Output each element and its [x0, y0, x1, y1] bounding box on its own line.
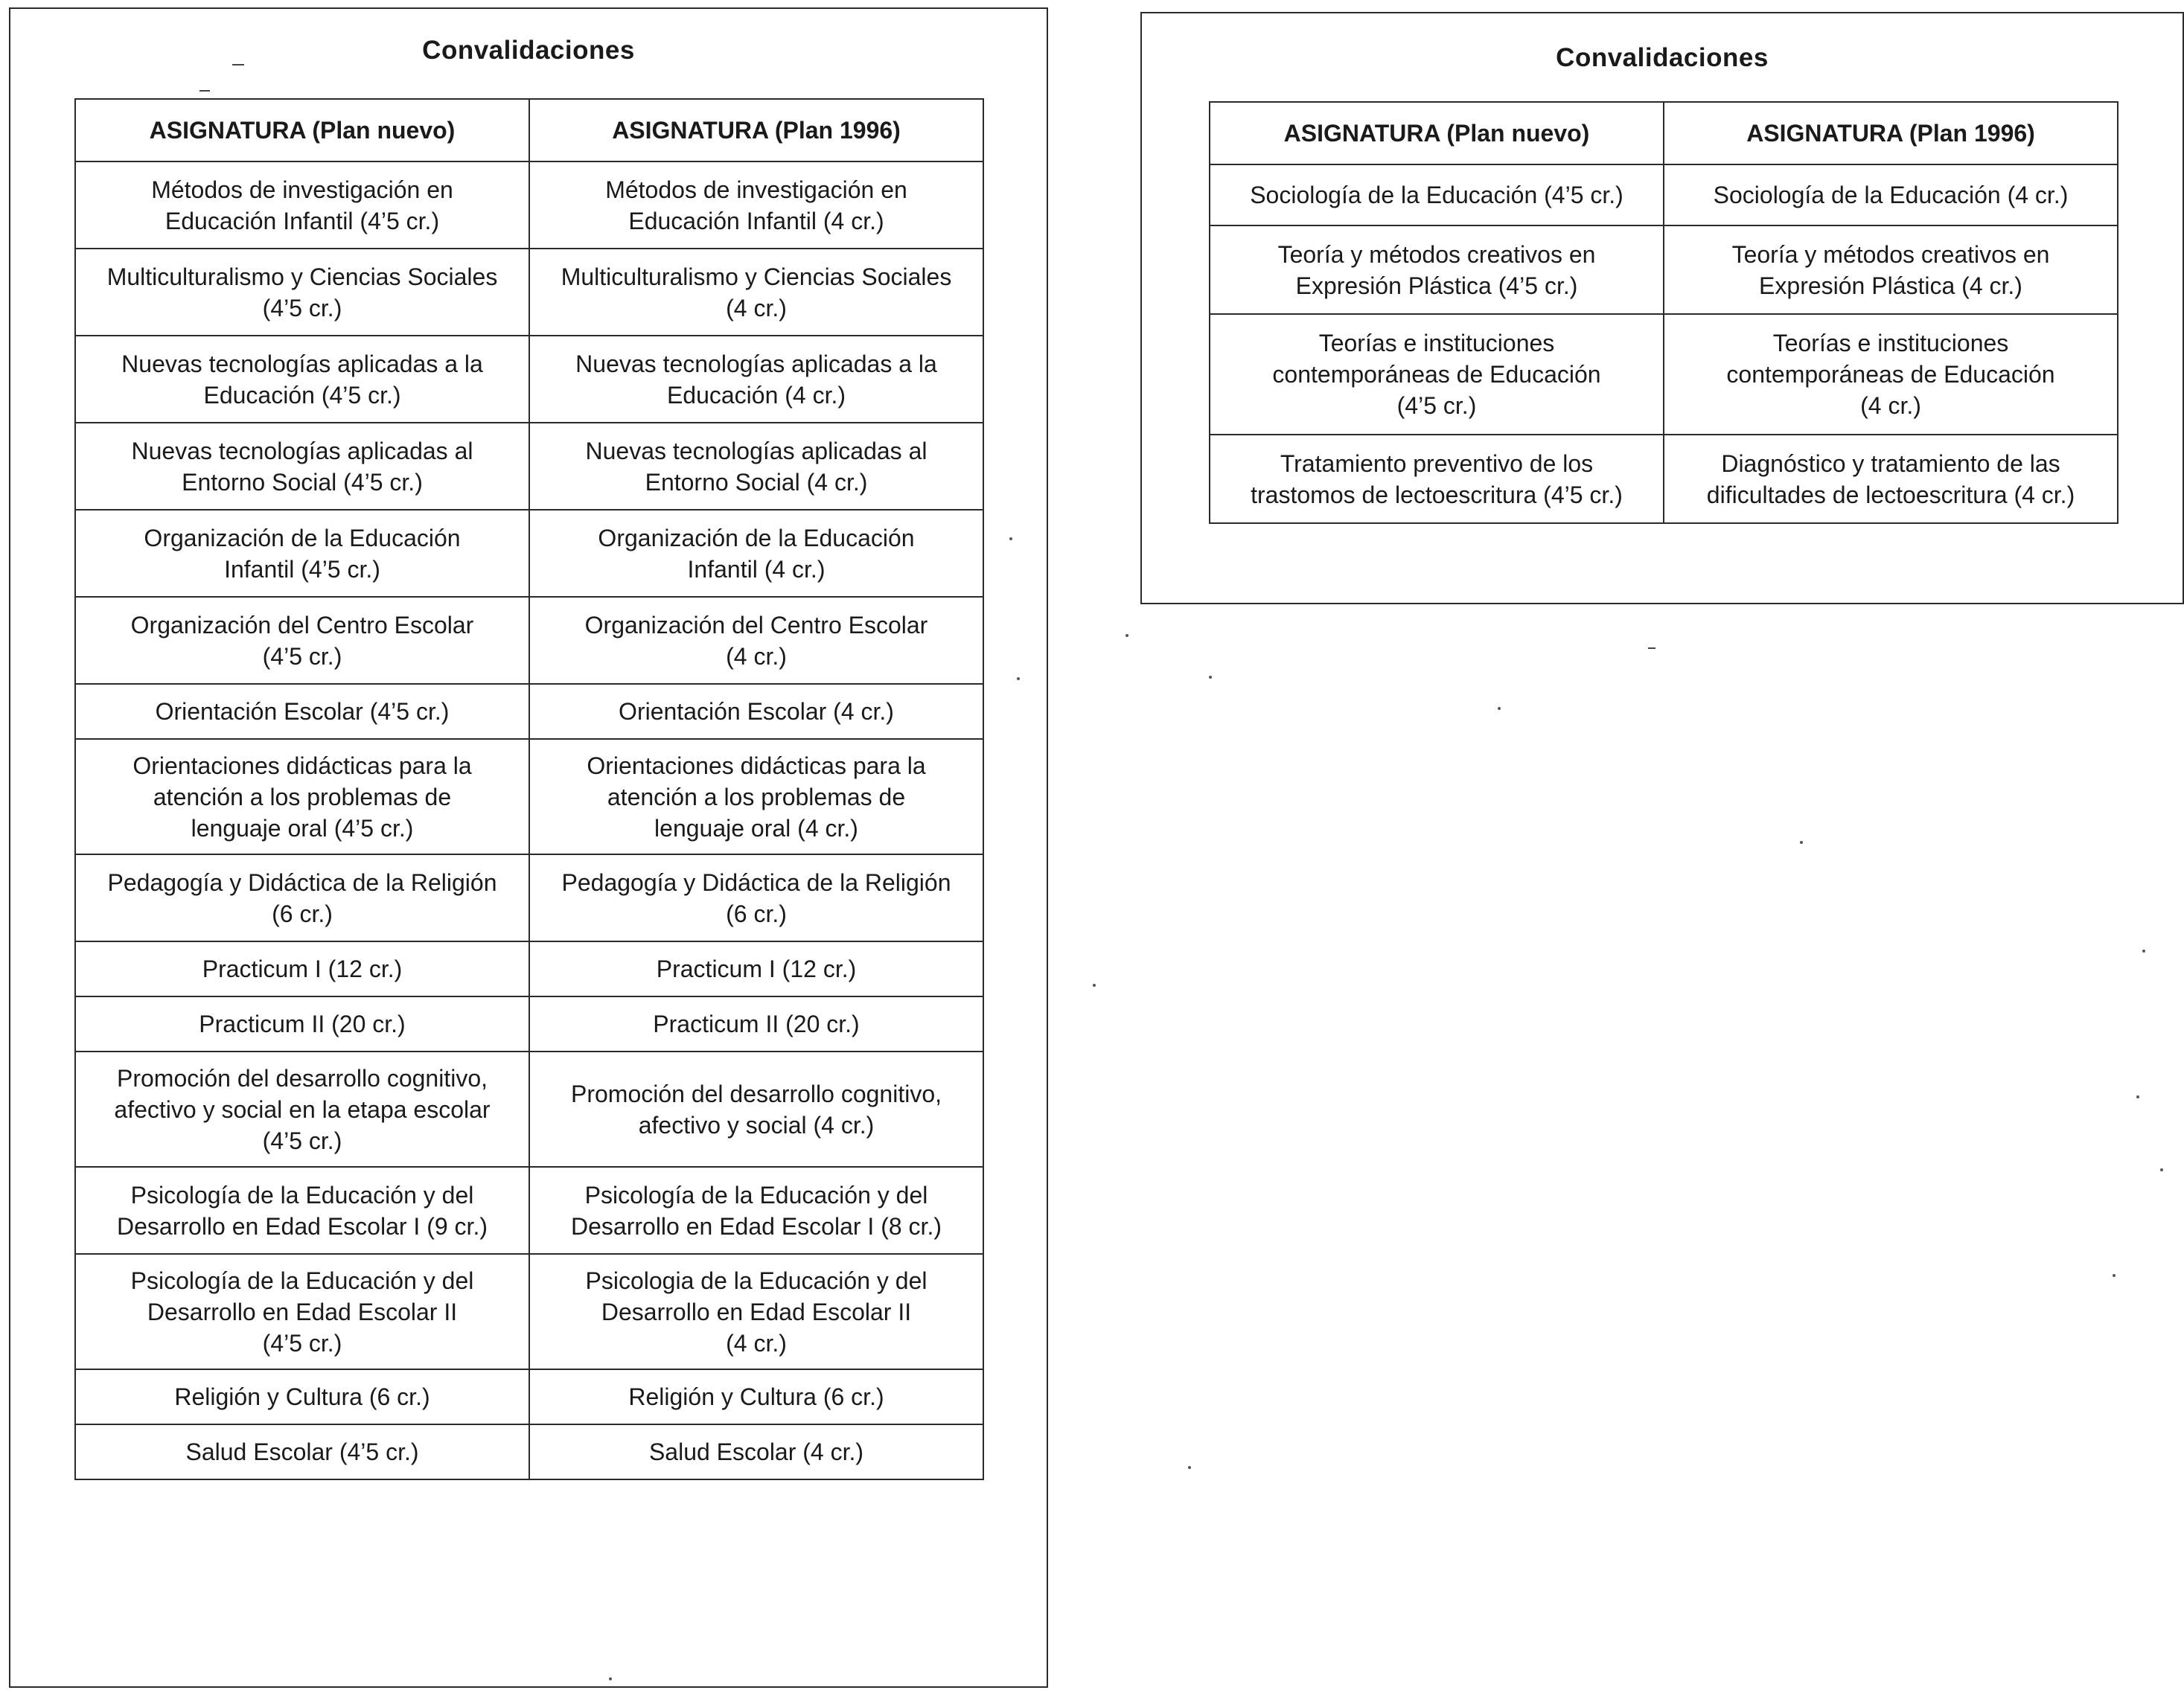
cell-plan-1996: Psicologia de la Educación y del Desarrollo en Edad Escolar II (4 cr.)	[529, 1254, 983, 1369]
cell-plan-1996: Sociología de la Educación (4 cr.)	[1664, 164, 2118, 225]
scan-noise	[1498, 707, 1501, 710]
cell-plan-nuevo: Psicología de la Educación y del Desarrollo en Edad Escolar I (9 cr.)	[75, 1167, 529, 1254]
cell-plan-nuevo: Nuevas tecnologías aplicadas al Entorno Social (4’5 cr.)	[75, 423, 529, 510]
table-row	[75, 597, 983, 684]
cell-plan-1996: Promoción del desarrollo cognitivo, afectivo y social (4 cr.)	[529, 1052, 983, 1167]
table-header-row	[1210, 102, 2118, 164]
table-row	[75, 854, 983, 941]
table-row	[75, 1167, 983, 1254]
cell-plan-nuevo: Salud Escolar (4’5 cr.)	[75, 1424, 529, 1479]
cell-plan-1996: Teoría y métodos creativos en Expresión Plástica (4 cr.)	[1664, 225, 2118, 314]
cell-plan-nuevo: Multiculturalismo y Ciencias Sociales (4’5 cr.)	[75, 249, 529, 336]
panel-title: Convalidaciones	[1556, 43, 1769, 72]
cell-plan-1996: Practicum I (12 cr.)	[529, 941, 983, 996]
panel-title: Convalidaciones	[422, 36, 635, 65]
table-row	[75, 1424, 983, 1479]
cell-plan-nuevo: Orientaciones didácticas para la atención a los problemas de lenguaje oral (4’5 cr.)	[75, 739, 529, 854]
cell-plan-nuevo: Practicum II (20 cr.)	[75, 996, 529, 1052]
cell-plan-1996: Salud Escolar (4 cr.)	[529, 1424, 983, 1479]
cell-plan-1996: Religión y Cultura (6 cr.)	[529, 1369, 983, 1424]
table-row	[75, 1052, 983, 1167]
scan-noise	[2142, 950, 2145, 953]
cell-plan-nuevo: Pedagogía y Didáctica de la Religión (6 cr.)	[75, 854, 529, 941]
table-row	[75, 684, 983, 739]
table-row	[1210, 164, 2118, 225]
table-row	[75, 1254, 983, 1369]
table-row	[75, 510, 983, 597]
cell-plan-nuevo: Psicología de la Educación y del Desarrollo en Edad Escolar II (4’5 cr.)	[75, 1254, 529, 1369]
scan-noise	[232, 64, 244, 65]
cell-plan-1996: Multiculturalismo y Ciencias Sociales (4 cr.)	[529, 249, 983, 336]
cell-plan-nuevo: Organización de la Educación Infantil (4’5 cr.)	[75, 510, 529, 597]
cell-plan-nuevo: Practicum I (12 cr.)	[75, 941, 529, 996]
header-plan-1996: ASIGNATURA (Plan 1996)	[529, 99, 983, 161]
scan-noise	[1188, 1466, 1191, 1469]
table-header-row	[75, 99, 983, 161]
cell-plan-1996: Nuevas tecnologías aplicadas al Entorno Social (4 cr.)	[529, 423, 983, 510]
cell-plan-nuevo: Nuevas tecnologías aplicadas a la Educación (4’5 cr.)	[75, 336, 529, 423]
scan-noise	[2136, 1095, 2139, 1098]
scan-noise	[1648, 647, 1655, 649]
cell-plan-1996: Diagnóstico y tratamiento de las dificultades de lectoescritura (4 cr.)	[1664, 435, 2118, 523]
cell-plan-1996: Teorías e instituciones contemporáneas de Educación (4 cr.)	[1664, 314, 2118, 435]
table-row	[75, 996, 983, 1052]
cell-plan-nuevo: Teorías e instituciones contemporáneas de Educación (4’5 cr.)	[1210, 314, 1664, 435]
table-row	[75, 249, 983, 336]
convalidaciones-panel-left	[9, 7, 1048, 1688]
scan-noise	[2160, 1168, 2163, 1171]
scan-noise	[1017, 677, 1020, 680]
scan-noise	[2113, 1274, 2116, 1277]
convalidaciones-table	[1209, 101, 2118, 524]
header-plan-nuevo: ASIGNATURA (Plan nuevo)	[1210, 102, 1664, 164]
cell-plan-nuevo: Sociología de la Educación (4’5 cr.)	[1210, 164, 1664, 225]
scan-noise	[1125, 634, 1128, 637]
scan-noise	[609, 1677, 612, 1680]
scan-noise	[1800, 841, 1803, 844]
table-row	[75, 1369, 983, 1424]
table-row	[1210, 225, 2118, 314]
table-row	[75, 739, 983, 854]
cell-plan-1996: Nuevas tecnologías aplicadas a la Educación (4 cr.)	[529, 336, 983, 423]
cell-plan-1996: Pedagogía y Didáctica de la Religión (6 cr.)	[529, 854, 983, 941]
table-row	[75, 941, 983, 996]
cell-plan-1996: Organización de la Educación Infantil (4 cr.)	[529, 510, 983, 597]
scan-noise	[199, 90, 210, 92]
cell-plan-1996: Orientaciones didácticas para la atención a los problemas de lenguaje oral (4 cr.)	[529, 739, 983, 854]
cell-plan-nuevo: Métodos de investigación en Educación Infantil (4’5 cr.)	[75, 161, 529, 249]
scan-noise	[1093, 984, 1096, 987]
header-plan-nuevo: ASIGNATURA (Plan nuevo)	[75, 99, 529, 161]
cell-plan-nuevo: Teoría y métodos creativos en Expresión Plástica (4’5 cr.)	[1210, 225, 1664, 314]
convalidaciones-panel-right	[1140, 12, 2184, 604]
cell-plan-nuevo: Organización del Centro Escolar (4’5 cr.)	[75, 597, 529, 684]
cell-plan-nuevo: Orientación Escolar (4’5 cr.)	[75, 684, 529, 739]
table-row	[75, 336, 983, 423]
table-row	[1210, 435, 2118, 523]
convalidaciones-table	[74, 98, 984, 1480]
cell-plan-nuevo: Tratamiento preventivo de los trastomos de lectoescritura (4’5 cr.)	[1210, 435, 1664, 523]
header-plan-1996: ASIGNATURA (Plan 1996)	[1664, 102, 2118, 164]
scan-noise	[1209, 676, 1212, 679]
cell-plan-1996: Practicum II (20 cr.)	[529, 996, 983, 1052]
table-row	[1210, 314, 2118, 435]
cell-plan-1996: Métodos de investigación en Educación Infantil (4 cr.)	[529, 161, 983, 249]
cell-plan-1996: Orientación Escolar (4 cr.)	[529, 684, 983, 739]
table-row	[75, 161, 983, 249]
cell-plan-nuevo: Promoción del desarrollo cognitivo, afectivo y social en la etapa escolar (4’5 cr.)	[75, 1052, 529, 1167]
cell-plan-1996: Psicología de la Educación y del Desarrollo en Edad Escolar I (8 cr.)	[529, 1167, 983, 1254]
cell-plan-nuevo: Religión y Cultura (6 cr.)	[75, 1369, 529, 1424]
cell-plan-1996: Organización del Centro Escolar (4 cr.)	[529, 597, 983, 684]
table-row	[75, 423, 983, 510]
scan-noise	[1009, 537, 1012, 540]
